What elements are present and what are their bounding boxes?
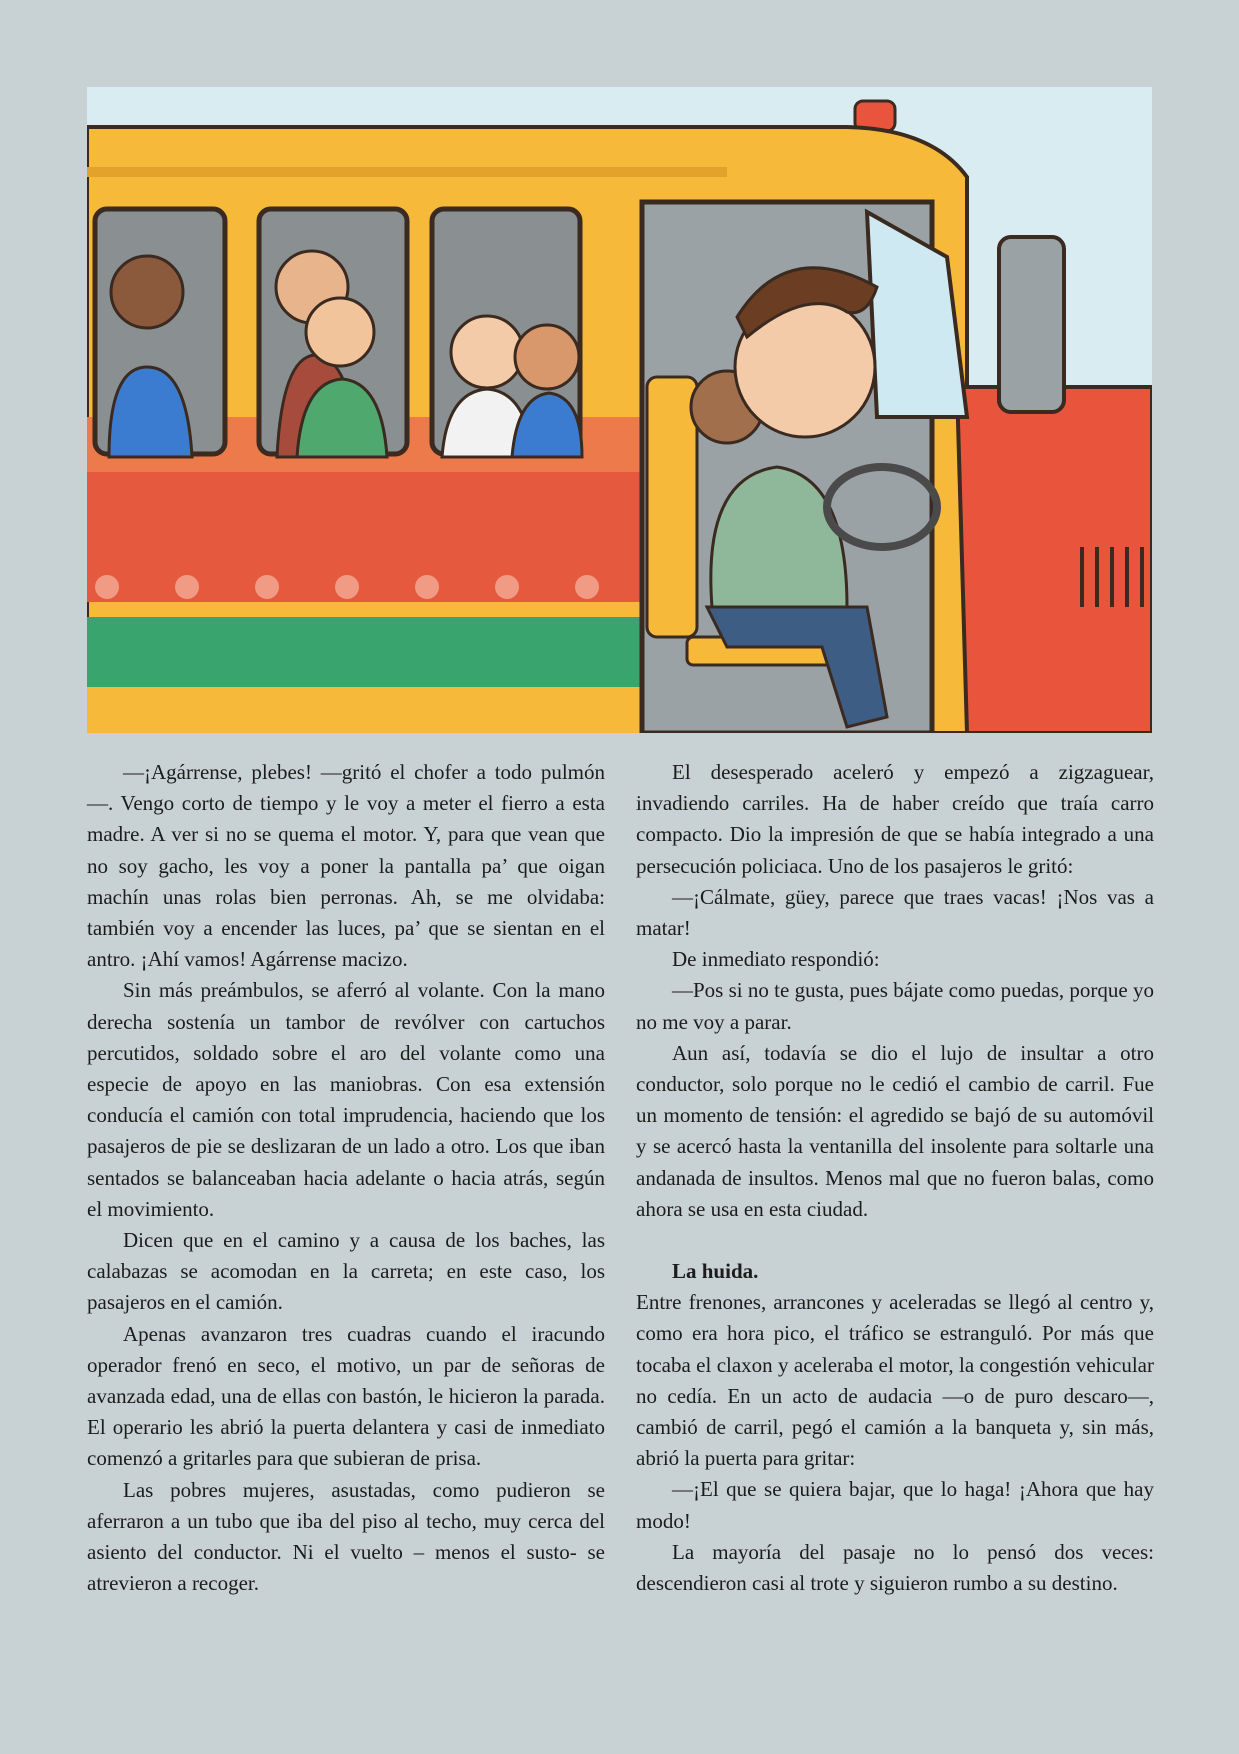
paragraph: La mayoría del pasaje no lo pensó dos veces: descendieron casi al trote y siguieron rumbo a su destino. xyxy=(636,1539,1154,1596)
paragraph: —Pos si no te gusta, pues bájate como puedas, porque yo no me voy a parar. xyxy=(636,978,1154,1034)
paragraph: Sin más preámbulos, se aferró al volante. Con la mano derecha sostenía un tambor de revólver con cartuchos percutidos, soldado sobre el aro del volante como una especie de apoyo en las maniobras. Con esa extensión conducía el camión con total imprudencia, haciendo que los pasajeros de pie se deslizaran de un lado a otro. Los que iban sentados se balanceaban hacia adelante o hacia atrás, según el movimiento. xyxy=(87,978,605,1221)
paragraph: —¡Agárrense, plebes! —gritó el chofer a todo pulmón—. Vengo corto de tiempo y le voy a meter el fierro a esta madre. A ver si no se quema el motor. Y, para que vean que no soy gacho, les voy a poner la pantalla pa’ que oigan machín unas rolas bien perronas. Ah, se me olvidaba: también voy a encender las luces, pa’ que se sientan en el antro. ¡Ahí vamos! Agárrense macizo. xyxy=(87,760,605,972)
bus-illustration-icon xyxy=(87,87,1152,733)
paragraph: De inmediato respondió: xyxy=(672,947,880,972)
paragraph: Aun así, todavía se dio el lujo de insultar a otro conductor, solo porque no le cedió el cambio de carril. Fue un momento de tensión: el agredido se bajó de su automóvil y se acercó hasta la ventanilla del insolente para soltarle una andanada de insultos. Menos mal que no fueron balas, como ahora se usa en esta ciudad. xyxy=(636,1040,1154,1221)
right-text-column xyxy=(636,757,1154,1599)
paragraph: Entre frenones, arrancones y aceleradas se llegó al centro y, como era hora pico, el tráfico se estranguló. Por más que tocaba el claxon y aceleraba el motor, la congestión vehicular no cedía. En un acto de audacia —o de puro descaro—, cambió de carril, pegó el camión a la banqueta y, sin más, abrió la puerta para gritar: xyxy=(636,1290,1154,1471)
paragraph: Las pobres mujeres, asustadas, como pudieron se aferraron a un tubo que iba del piso al techo, muy cerca del asiento del conductor. Ni el vuelto – menos el susto- se atrevieron a recoger. xyxy=(87,1477,605,1596)
paragraph: Apenas avanzaron tres cuadras cuando el iracundo operador frenó en seco, el motivo, un par de señoras de avanzada edad, una de ellas con bastón, le hicieron la parada. El operario les abrió la puerta delantera y casi de inmediato comenzó a gritarles para que subieran de prisa. xyxy=(87,1321,605,1471)
section-heading: La huida. xyxy=(672,1259,759,1284)
paragraph: Dicen que en el camino y a causa de los baches, las calabazas se acomodan en la carreta; en este caso, los pasajeros en el camión. xyxy=(87,1228,605,1315)
left-text-column xyxy=(87,757,605,1599)
paragraph: El desesperado aceleró y empezó a zigzaguear, invadiendo carriles. Ha de haber creído que traía carro compacto. Dio la impresión de que se había integrado a una persecución policiaca. Uno de los pasajeros le gritó: xyxy=(636,760,1154,878)
paragraph: —¡Cálmate, güey, parece que traes vacas! ¡Nos vas a matar! xyxy=(636,884,1154,941)
bus-illustration xyxy=(87,87,1152,733)
paragraph: —¡El que se quiera bajar, que lo haga! ¡Ahora que hay modo! xyxy=(636,1477,1154,1533)
